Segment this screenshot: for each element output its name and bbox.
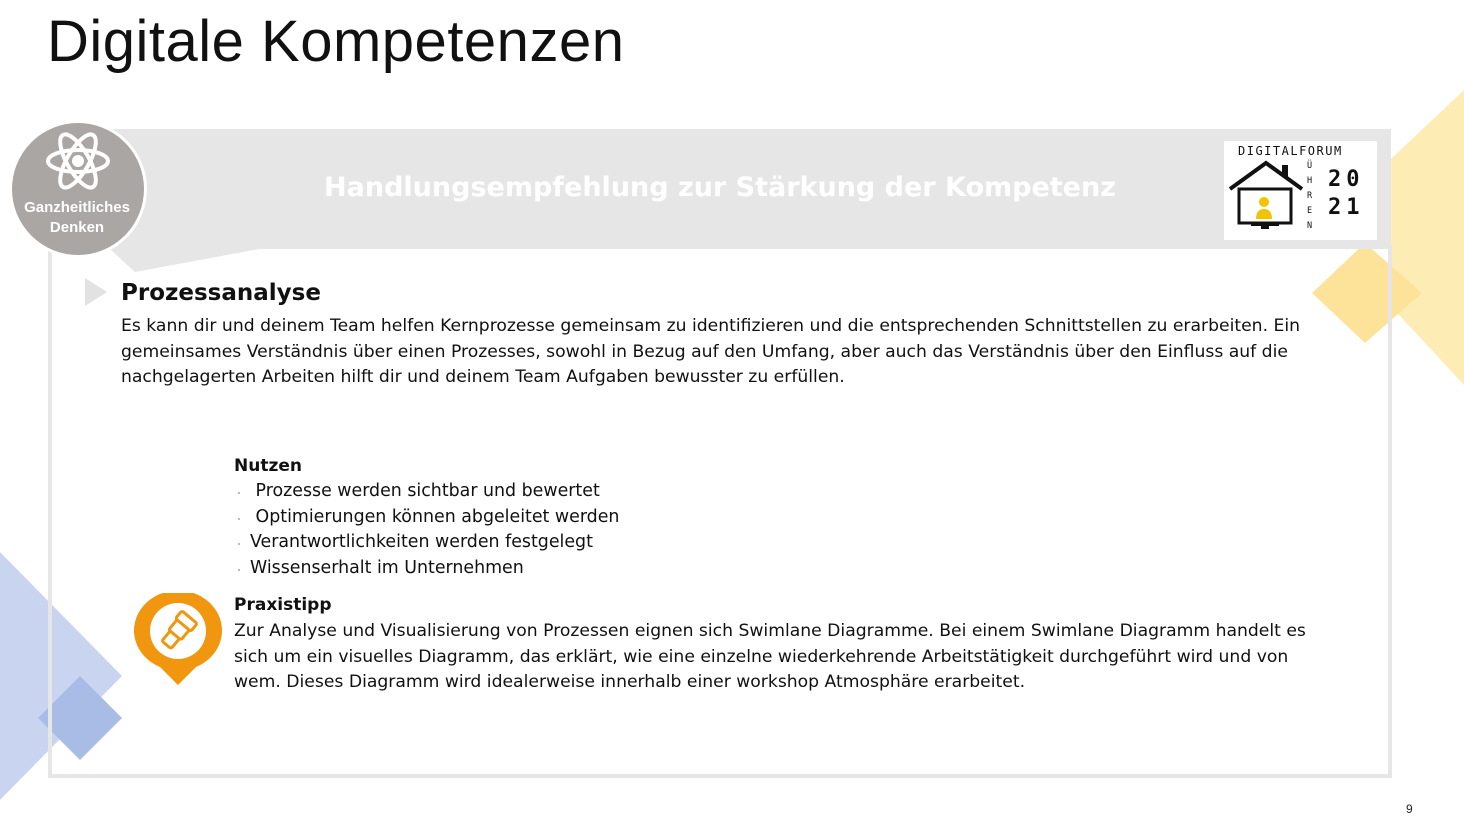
atom-icon xyxy=(41,124,115,198)
paragraph-line: Es kann dir und deinem Team helfen Kernprozesse gemeinsam zu identifizieren und die entsprechenden Schnittstellen zu erarbeiten. Ein xyxy=(121,316,1301,336)
logo-letter: Ü xyxy=(1307,161,1313,171)
badge-label xyxy=(10,198,144,238)
bullet-dot xyxy=(238,543,240,545)
section-paragraph xyxy=(121,314,1321,391)
bullet-dot xyxy=(238,569,240,571)
paragraph-line: gemeinsames Verständnis über einen Prozesses, sowohl in Bezug auf den Umfang, aber auch das Verständnis über den Einfluss auf die xyxy=(121,341,1288,362)
nutzen-heading: Nutzen xyxy=(234,456,302,476)
section-arrow-icon xyxy=(85,278,109,308)
nutzen-item: Verantwortlichkeiten werden festgelegt xyxy=(250,532,593,552)
banner-heading: Handlungsempfehlung zur Stärkung der Kompetenz xyxy=(324,172,1116,203)
logo-year-top: 20 xyxy=(1328,167,1365,192)
logo-letter: H xyxy=(1307,176,1313,186)
telescope-icon xyxy=(130,593,226,689)
logo-letter: N xyxy=(1307,221,1313,231)
praxistipp-line: Zur Analyse und Visualisierung von Prozessen eignen sich Swimlane Diagramme. Bei einem Swimlane Diagramm handelt es xyxy=(234,621,1306,641)
logo-top-text: DIGITALFORUM xyxy=(1238,144,1343,158)
logo-year-bottom: 21 xyxy=(1328,195,1365,220)
page-number: 9 xyxy=(1406,802,1413,816)
nutzen-item: Prozesse werden sichtbar und bewertet xyxy=(250,481,600,501)
nutzen-item: Optimierungen können abgeleitet werden xyxy=(250,507,620,527)
section-heading: Prozessanalyse xyxy=(121,280,321,306)
praxistipp-paragraph xyxy=(234,619,1334,696)
page-title: Digitale Kompetenzen xyxy=(47,9,625,74)
logo-letter: R xyxy=(1307,191,1313,201)
bullet-dot xyxy=(238,492,240,494)
logo-vertical-letters xyxy=(1307,159,1319,234)
logo-letter: E xyxy=(1307,206,1313,216)
bullet-dot xyxy=(238,518,240,520)
praxistipp-line: sich um ein visuelles Diagramm, das erklärt, wie eine einzelne wiederkehrende Arbeitstätigkeit durchgeführt wird und von xyxy=(234,646,1289,667)
praxistipp-heading: Praxistipp xyxy=(234,595,332,615)
house-monitor-icon xyxy=(1226,153,1306,243)
badge-label-line1: Ganzheitliches xyxy=(24,199,130,216)
praxistipp-line: wem. Dieses Diagramm wird idealerweise innerhalb einer workshop Atmosphäre erarbeitet. xyxy=(234,672,1026,693)
nutzen-item: Wissenserhalt im Unternehmen xyxy=(250,558,524,578)
paragraph-line: nachgelagerten Arbeiten hilft dir und deinem Team Aufgaben bewusster zu erfüllen. xyxy=(121,367,845,388)
digitalforum-logo xyxy=(1224,141,1377,240)
badge-label-line2: Denken xyxy=(49,219,105,236)
